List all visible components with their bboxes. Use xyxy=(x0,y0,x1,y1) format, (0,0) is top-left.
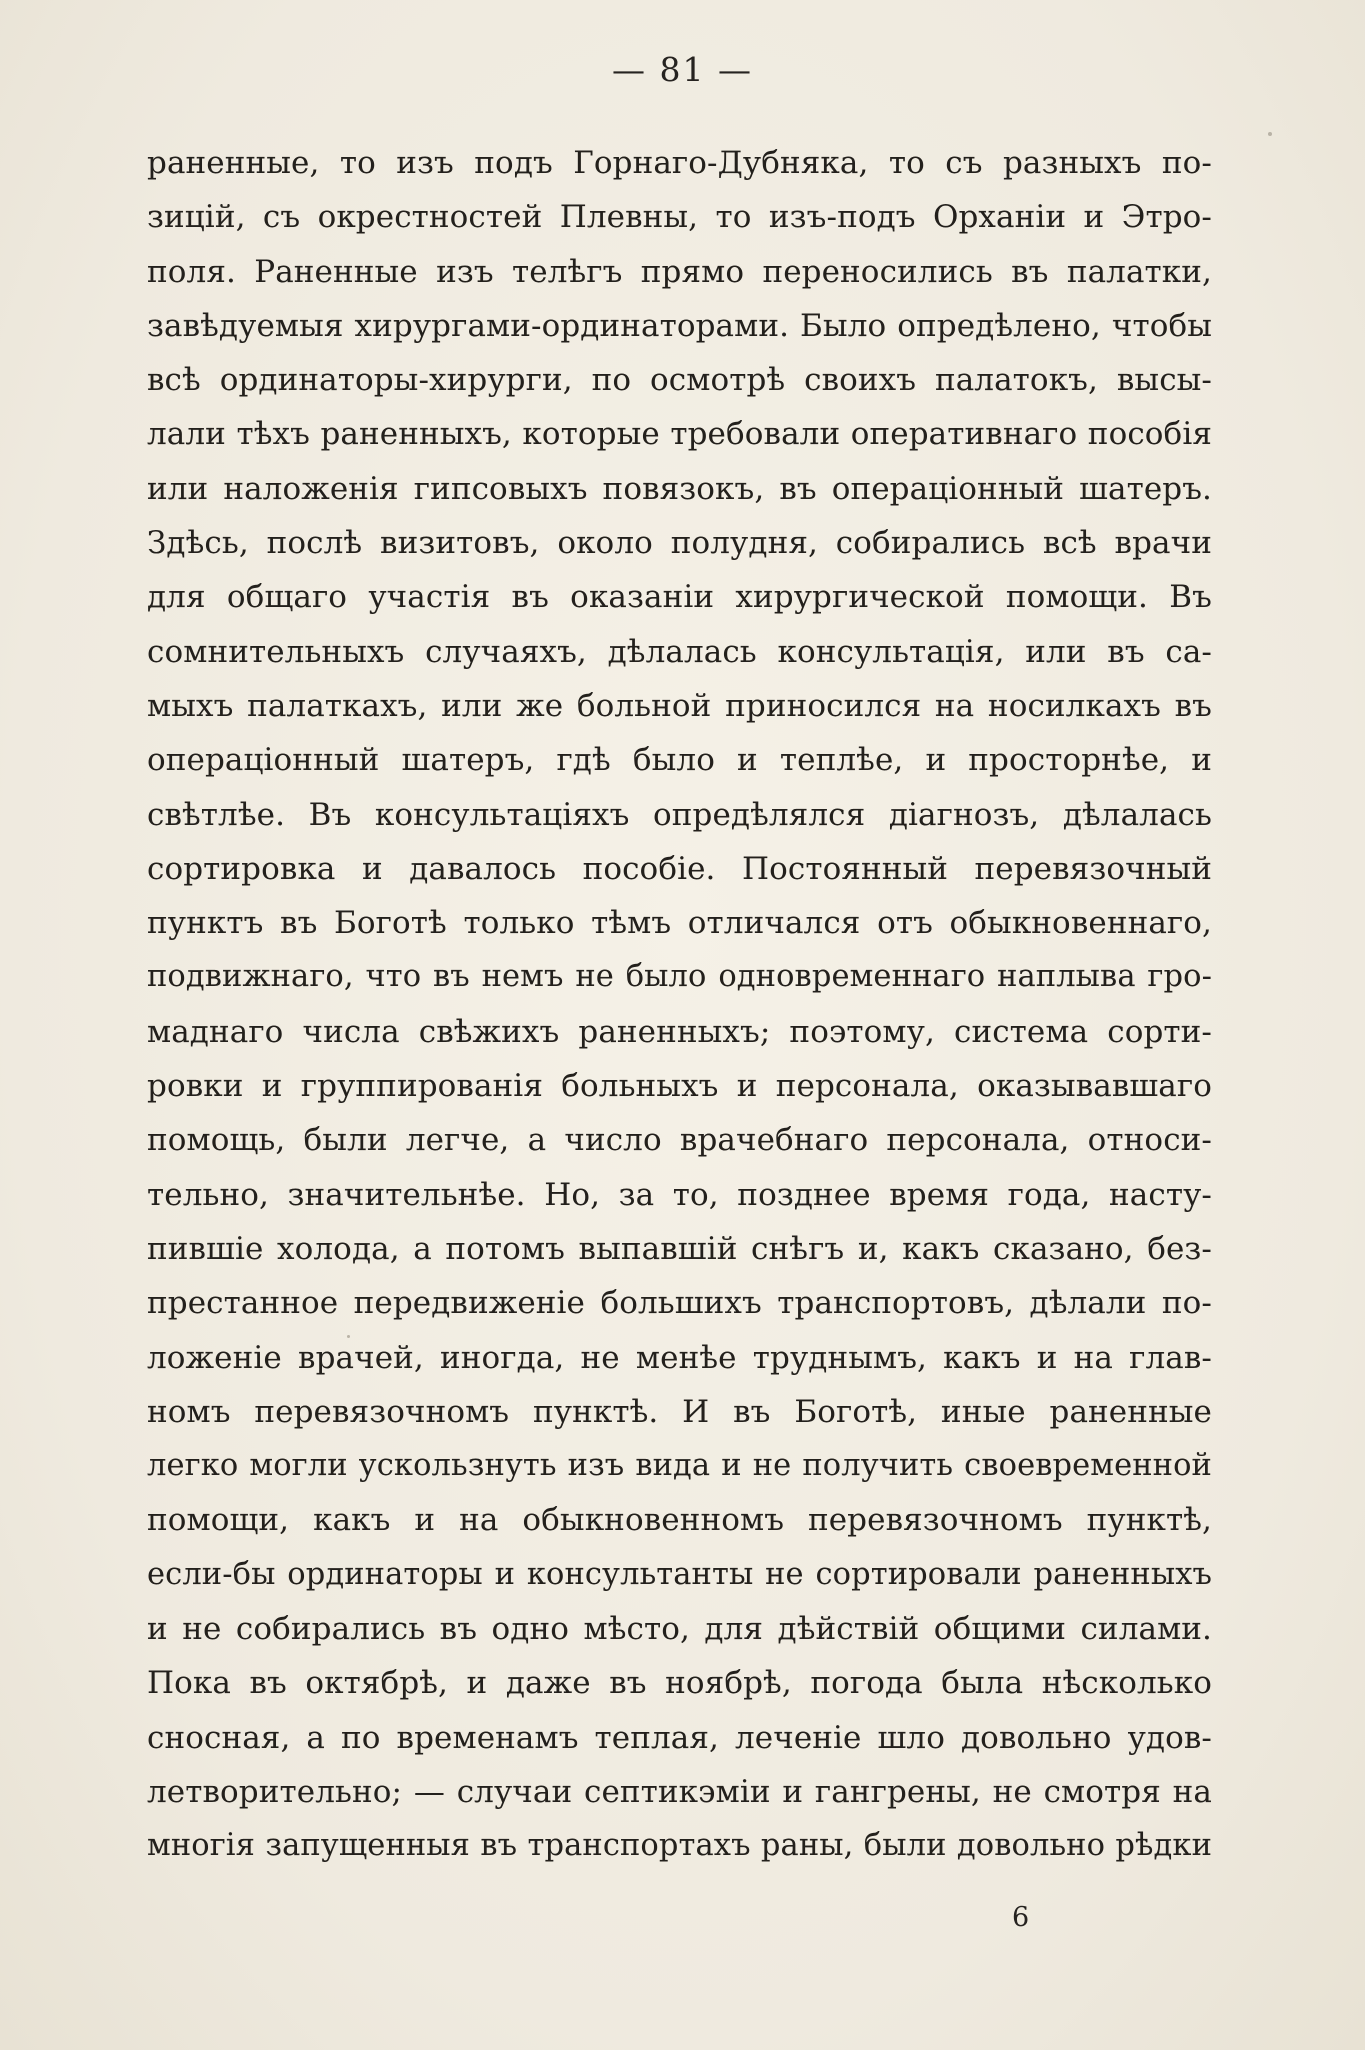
text-line: ложеніе врачей, иногда, не менѣе труднымъ, какъ и на глав- xyxy=(147,1339,1212,1376)
text-line: и не собирались въ одно мѣсто, для дѣйствій общими силами. xyxy=(147,1611,1212,1648)
text-line: раненные, то изъ подъ Горнаго-Дубняка, то съ разныхъ по- xyxy=(147,145,1212,181)
text-line: пунктъ въ Боготѣ только тѣмъ отличался отъ обыкновеннаго, xyxy=(147,905,1212,942)
text-line: сомнительныхъ случаяхъ, дѣлалась консультація, или въ са- xyxy=(147,633,1212,670)
text-line: сносная, а по временамъ теплая, леченіе шло довольно удов- xyxy=(147,1719,1212,1756)
text-line: или наложенія гипсовыхъ повязокъ, въ операціонный шатеръ. xyxy=(147,470,1212,507)
text-line: пившіе холода, а потомъ выпавшій снѣгъ и, какъ сказано, без- xyxy=(147,1230,1212,1267)
text-line: летворительно; — случаи септикэміи и гангрены, не смотря на xyxy=(147,1773,1212,1810)
text-line: операціонный шатеръ, гдѣ было и теплѣе, и просторнѣе, и xyxy=(147,742,1212,779)
paper-speck xyxy=(1268,132,1272,136)
page-number: — 81 — xyxy=(612,50,753,89)
signature-mark: 6 xyxy=(1012,1902,1030,1933)
paper-speck xyxy=(347,1335,350,1338)
text-line: Здѣсь, послѣ визитовъ, около полудня, собирались всѣ врачи xyxy=(147,525,1212,562)
text-line: маднаго числа свѣжихъ раненныхъ; поэтому, система сорти- xyxy=(147,1013,1212,1050)
text-line: лали тѣхъ раненныхъ, которые требовали оперативнаго пособія xyxy=(147,416,1212,453)
text-line: Пока въ октябрѣ, и даже въ ноябрѣ, погода была нѣсколько xyxy=(147,1665,1212,1702)
text-line: зицій, съ окрестностей Плевны, то изъ-подъ Орханіи и Этро- xyxy=(147,199,1212,236)
text-line: если-бы ординаторы и консультанты не сортировали раненныхъ xyxy=(147,1556,1212,1592)
text-line: поля. Раненные изъ телѣгъ прямо переносились въ палатки, xyxy=(147,253,1212,290)
text-line: престанное передвиженіе большихъ транспортовъ, дѣлали по- xyxy=(147,1285,1212,1322)
text-line: помощь, были легче, а число врачебнаго персонала, относи- xyxy=(147,1122,1212,1159)
text-line: ровки и группированія больныхъ и персонала, оказывавшаго xyxy=(147,1068,1212,1105)
text-line: всѣ ординаторы-хирурги, по осмотрѣ своихъ палатокъ, высы- xyxy=(147,362,1212,399)
body-text xyxy=(147,136,1212,1874)
text-line: мыхъ палаткахъ, или же больной приносился на носилкахъ въ xyxy=(147,687,1212,724)
text-line: помощи, какъ и на обыкновенномъ перевязочномъ пунктѣ, xyxy=(147,1502,1212,1539)
text-line: свѣтлѣе. Въ консультаціяхъ опредѣлялся діагнозъ, дѣлалась xyxy=(147,796,1212,833)
text-line: номъ перевязочномъ пунктѣ. И въ Боготѣ, иные раненные xyxy=(147,1393,1212,1430)
text-line: многія запущенныя въ транспортахъ раны, были довольно рѣдки xyxy=(147,1828,1212,1864)
text-line: завѣдуемыя хирургами-ординаторами. Было опредѣлено, чтобы xyxy=(147,307,1212,344)
text-line: сортировка и давалось пособіе. Постоянный перевязочный xyxy=(147,850,1212,887)
text-line: подвижнаго, что въ немъ не было одновременнаго наплыва гро- xyxy=(147,959,1212,995)
text-line: легко могли ускользнуть изъ вида и не получить своевременной xyxy=(147,1448,1212,1484)
text-line: тельно, значительнѣе. Но, за то, позднее время года, насту- xyxy=(147,1176,1212,1213)
text-line: для общаго участія въ оказаніи хирургической помощи. Въ xyxy=(147,579,1212,616)
